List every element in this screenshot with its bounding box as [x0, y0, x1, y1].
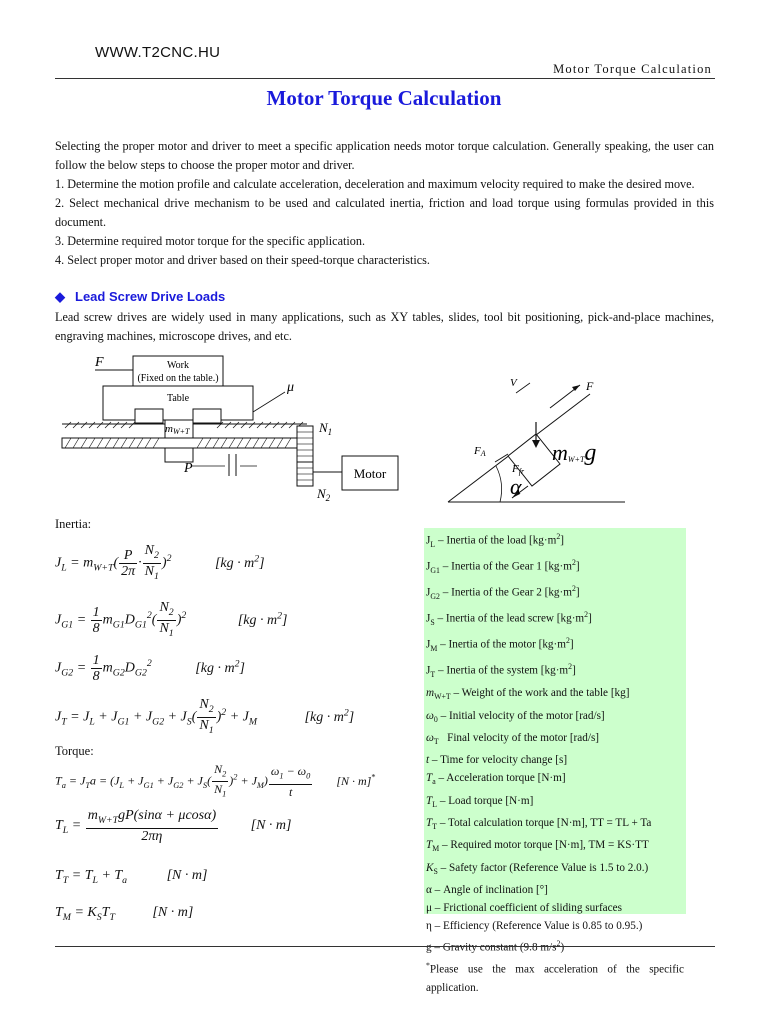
legend-item: $\omega_T$ Final velocity of the motor [rad/s]: [426, 732, 600, 747]
legend-item: η – Efficiency (Reference Value is 0.85 to 0.95.): [426, 920, 643, 933]
equation-ta: $T_a = J_Ta = (J_L + J_{G1} + J_{G2} + J_S$( $\frac{N_2}{N_1}$ )$^2 + J_M$) $\frac{\omega_1 - \omega_0}{t}$ [N · m]*: [55, 762, 376, 799]
n1-label: $N_1$: [319, 420, 333, 437]
legend-item: $J_L$ – Inertia of the load $[kg\cdot m^2]$: [426, 532, 564, 549]
legend-item: g – Gravity constant (9.8 $m/s^2$): [426, 939, 565, 955]
legend-item: $T_L$ – Load torque [N·m]: [426, 794, 534, 810]
legend-item: $K_S$ – Safety factor (Reference Value is 1.5 to 2.0.): [426, 861, 649, 876]
footer-rule: [55, 946, 715, 947]
legend-note: *Please use the max acceleration of the specific application.: [426, 961, 684, 995]
legend-item: $J_{G2}$ – Inertia of the Gear 2 $[kg\cdot m^2]$: [426, 584, 580, 602]
page-title: Motor Torque Calculation: [266, 86, 502, 110]
step-3: 3. Determine required motor torque for the specific application.: [55, 234, 365, 248]
intro-paragraph: Selecting the proper motor and driver to meet a specific application needs motor torque calculation. Generally speaking, the user can follow the below steps to choose the proper motor and driver.: [55, 139, 714, 172]
legend-item: $J_{G1}$ – Inertia of the Gear 1 $[kg\cdot m^2]$: [426, 558, 580, 576]
mu-label: μ: [287, 380, 295, 395]
legend-item: $J_M$ – Inertia of the motor $[kg\cdot m^2]$: [426, 636, 574, 654]
weight-label: mW+Tg: [552, 440, 597, 466]
pitch-label: P: [184, 461, 193, 476]
mass-label: mW+T: [165, 423, 190, 436]
incline-diagram: [440, 362, 635, 507]
equation-jt: $J_T = J_L + J_{G1} + J_{G2} + J_S$( $\frac{N_2}{N_1}$ )$^2 + J_M$ $[kg \cdot m^2]$: [55, 697, 355, 736]
equation-jl: $J_L = m_{W+T}$( $\frac{P}{2\pi}$ · $\frac{N_2}{N_1}$ )$^2$ $[kg \cdot m^2]$: [55, 543, 265, 582]
step-1: 1. Determine the motion profile and calculate acceleration, deceleration and maximum velocity required to make the desired move.: [55, 177, 695, 191]
f-label: F: [586, 379, 594, 393]
motor-label: Motor: [353, 466, 387, 481]
legend-item: $T_M$ – Required motor torque [N·m], TM = KS·TT: [426, 839, 649, 854]
section-heading: [55, 289, 225, 305]
symbol-legend: [424, 528, 686, 995]
section-heading-text: Lead Screw Drive Loads: [75, 289, 226, 304]
legend-item: t – Time for velocity change [s]: [426, 754, 568, 767]
legend-item: μ – Frictional coefficient of sliding surfaces: [426, 902, 622, 915]
legend-item: $J_T$ – Inertia of the system $[kg\cdot m^2]$: [426, 662, 576, 680]
legend-item: α – Angle of inclination [°]: [426, 884, 548, 897]
step-4: 4. Select proper motor and driver based on their speed-torque characteristics.: [55, 253, 430, 267]
v-label: V: [510, 377, 517, 389]
section-text: Lead screw drives are widely used in many applications, such as XY tables, slides, tool bit positioning, pick-and-place machines, engraving machines, microscope drives, and etc.: [55, 310, 714, 343]
step-2: 2. Select mechanical drive mechanism to be used and calculated inertia, friction and load torque using formulas provided in this document.: [55, 196, 714, 229]
header-rule: [55, 78, 715, 79]
equation-jg2: $J_{G2}$ = $\frac{1}{8}$ $m_{G2}D_{G2}^2$ $[kg \cdot m^2]$: [55, 653, 245, 684]
fa-label: FA: [474, 445, 486, 458]
alpha-label: α: [510, 474, 522, 499]
force-label: F: [95, 355, 104, 370]
equation-tm: $T_M = K_ST_T$ [N · m]: [55, 905, 194, 923]
work-label: Work: [167, 360, 189, 371]
diamond-bullet-icon: ◆: [55, 289, 65, 304]
intro-text: [55, 137, 714, 270]
running-title: Motor Torque Calculation: [553, 62, 712, 76]
equation-tl: $T_L$ = $\frac{m_{W+T}gP(\sin\alpha + \mu\cos\alpha)}{2\pi\eta}$ [N · m]: [55, 808, 292, 844]
table-label: Table: [166, 393, 190, 404]
lead-screw-diagram: [57, 352, 402, 514]
ffr-label: Ffr: [512, 463, 525, 476]
work-note: (Fixed on the table.): [137, 373, 219, 384]
equation-jg1: $J_{G1}$ = $\frac{1}{8}$ $m_{G1}D_{G1}^2$( $\frac{N_2}{N_1}$ )$^2$ $[kg \cdot m^2]$: [55, 600, 288, 639]
legend-item: $T_a$ – Acceleration torque [N·m]: [426, 772, 566, 787]
n2-label: $N_2$: [317, 486, 331, 503]
legend-item: $\omega_0$ – Initial velocity of the motor [rad/s]: [426, 709, 605, 724]
legend-item: $J_S$ – Inertia of the lead screw $[kg\cdot m^2]$: [426, 610, 592, 628]
equation-tt: $T_T = T_L + T_a$ [N · m]: [55, 868, 208, 886]
legend-item: $T_T$ – Total calculation torque [N·m], TT = TL + Ta: [426, 817, 652, 832]
site-url: WWW.T2CNC.HU: [95, 44, 221, 61]
inertia-label: Inertia:: [55, 517, 92, 531]
torque-label: Torque:: [55, 744, 94, 758]
legend-item: $m_{W+T}$ – Weight of the work and the table [kg]: [426, 687, 630, 702]
